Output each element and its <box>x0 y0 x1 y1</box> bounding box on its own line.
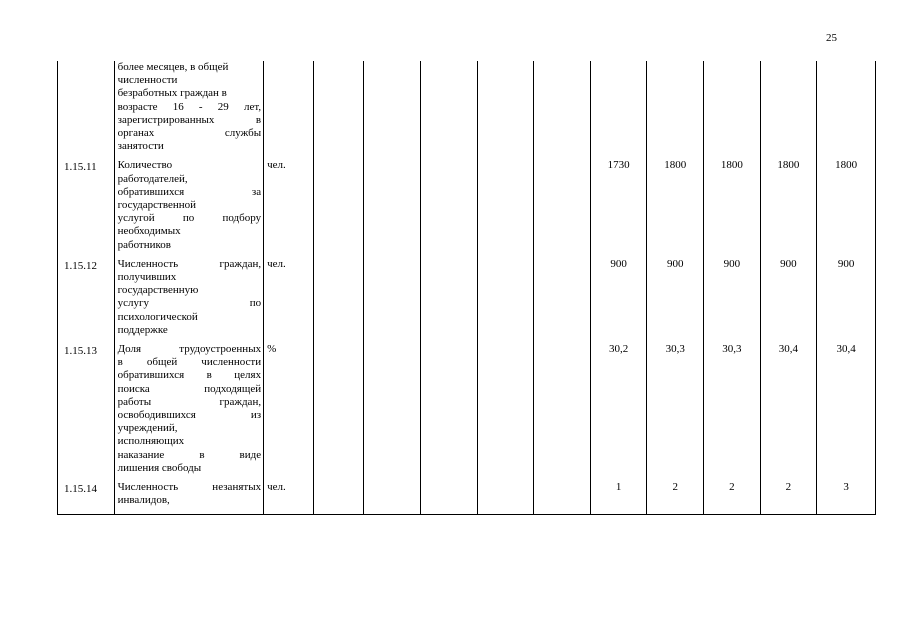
indicator-name-line: в общей численности <box>117 356 262 369</box>
value-cell: 2 <box>647 481 704 514</box>
empty-value-cell <box>477 343 534 481</box>
indicator-name <box>114 343 264 481</box>
indicator-table <box>57 61 876 515</box>
indicator-name <box>114 481 264 514</box>
value-cell: 30,3 <box>704 343 761 481</box>
empty-value-cell <box>421 258 478 343</box>
indicator-name <box>114 61 264 159</box>
table-row <box>58 159 876 257</box>
empty-value-cell <box>364 61 421 159</box>
indicator-name-line: работников <box>117 238 171 251</box>
row-number: 1.15.12 <box>58 258 115 343</box>
value-cell: 3 <box>817 481 876 514</box>
empty-value-cell <box>314 61 364 159</box>
value-cell: 1800 <box>760 159 817 257</box>
empty-value-cell <box>534 343 591 481</box>
indicator-name-line: инвалидов, <box>117 494 170 507</box>
indicator-name <box>114 258 264 343</box>
empty-value-cell <box>421 159 478 257</box>
value-cell: 1 <box>590 481 647 514</box>
value-cell: 1800 <box>647 159 704 257</box>
unit-cell: чел. <box>264 481 314 514</box>
indicator-name-line: поиска подходящей <box>117 382 262 395</box>
value-cell <box>647 61 704 159</box>
value-cell: 900 <box>704 258 761 343</box>
unit-cell: чел. <box>264 159 314 257</box>
indicator-name-line: учреждений, <box>117 422 178 435</box>
empty-value-cell <box>314 481 364 514</box>
indicator-name <box>114 159 264 257</box>
value-cell: 1800 <box>817 159 876 257</box>
empty-value-cell <box>421 343 478 481</box>
indicator-name-line: работодателей, <box>117 172 188 185</box>
empty-value-cell <box>314 159 364 257</box>
indicator-name-line: возрасте 16 - 29 лет, <box>117 100 262 113</box>
indicator-name-line: необходимых <box>117 225 181 238</box>
unit-cell <box>264 61 314 159</box>
table-row <box>58 61 876 159</box>
empty-value-cell <box>421 481 478 514</box>
indicator-name-line: психологической <box>117 310 198 323</box>
indicator-name-line: органах службы <box>117 127 262 140</box>
indicator-name-line: лишения свободы <box>117 461 202 474</box>
row-number <box>58 61 115 159</box>
empty-value-cell <box>534 258 591 343</box>
value-cell: 30,2 <box>590 343 647 481</box>
indicator-name-line: работы граждан, <box>117 395 262 408</box>
empty-value-cell <box>534 61 591 159</box>
indicator-name-line: численности <box>117 74 178 87</box>
empty-value-cell <box>534 159 591 257</box>
table-body <box>58 61 876 514</box>
empty-value-cell <box>364 343 421 481</box>
empty-value-cell <box>314 343 364 481</box>
table-row <box>58 258 876 343</box>
value-cell <box>817 61 876 159</box>
indicator-name-line: Количество <box>117 159 173 172</box>
indicator-name-line: обратившихся за <box>117 185 262 198</box>
empty-value-cell <box>534 481 591 514</box>
empty-value-cell <box>477 258 534 343</box>
indicator-name-line: Численность незанятых <box>117 481 262 494</box>
row-number: 1.15.13 <box>58 343 115 481</box>
row-number: 1.15.14 <box>58 481 115 514</box>
value-cell <box>590 61 647 159</box>
empty-value-cell <box>421 61 478 159</box>
indicator-name-line: наказание в виде <box>117 448 262 461</box>
indicator-name-line: услугу по <box>117 297 262 310</box>
indicator-name-line: Численность граждан, <box>117 257 262 270</box>
value-cell <box>704 61 761 159</box>
empty-value-cell <box>364 258 421 343</box>
value-cell: 900 <box>590 258 647 343</box>
row-number: 1.15.11 <box>58 159 115 257</box>
empty-value-cell <box>477 481 534 514</box>
value-cell: 30,4 <box>817 343 876 481</box>
value-cell: 30,4 <box>760 343 817 481</box>
indicator-name-line: услугой по подбору <box>117 212 262 225</box>
value-cell: 2 <box>704 481 761 514</box>
value-cell <box>760 61 817 159</box>
value-cell: 900 <box>760 258 817 343</box>
value-cell: 900 <box>647 258 704 343</box>
table-row <box>58 343 876 481</box>
value-cell: 900 <box>817 258 876 343</box>
unit-cell: % <box>264 343 314 481</box>
indicator-name-line: зарегистрированных в <box>117 113 262 126</box>
empty-value-cell <box>364 159 421 257</box>
indicator-name-line: более месяцев, в общей <box>117 61 229 73</box>
indicator-name-line: поддержке <box>117 323 168 336</box>
value-cell: 30,3 <box>647 343 704 481</box>
indicator-name-line: государственной <box>117 199 196 212</box>
indicator-name-line: освободившихся из <box>117 409 262 422</box>
page-number: 25 <box>826 32 837 44</box>
indicator-name-line: государственную <box>117 284 199 297</box>
value-cell: 1730 <box>590 159 647 257</box>
value-cell: 2 <box>760 481 817 514</box>
indicator-name-line: обратившихся в целях <box>117 369 262 382</box>
empty-value-cell <box>364 481 421 514</box>
empty-value-cell <box>314 258 364 343</box>
indicator-name-line: получивших <box>117 271 177 284</box>
table-row <box>58 481 876 514</box>
indicator-name-line: исполняющих <box>117 435 185 448</box>
unit-cell: чел. <box>264 258 314 343</box>
empty-value-cell <box>477 61 534 159</box>
indicator-name-line: Доля трудоустроенных <box>117 343 262 356</box>
value-cell: 1800 <box>704 159 761 257</box>
indicator-name-line: безработных граждан в <box>117 87 227 100</box>
empty-value-cell <box>477 159 534 257</box>
indicator-name-line: занятости <box>117 140 164 153</box>
